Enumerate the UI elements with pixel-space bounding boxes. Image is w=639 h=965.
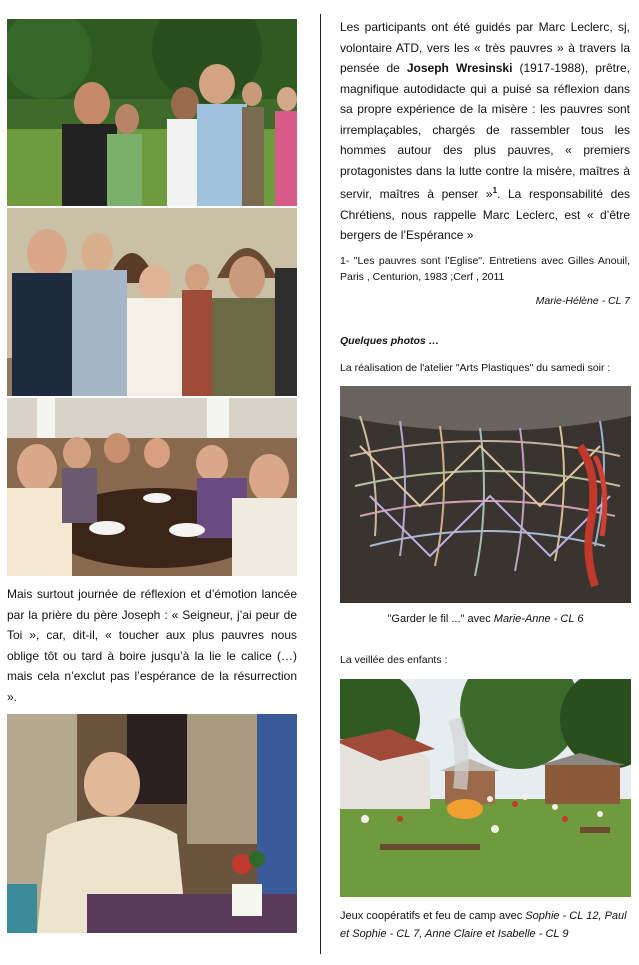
intro-text-3: . La responsabilité des Chrétiens, nous rappelle Marc Leclerc, est « d’être bergers de l’Espérance » [340,187,630,242]
footnote-text: 1- "Les pauvres sont l’Eglise". Entretiens avec Gilles Anouil, Paris , Centurion, 1983 ;Cerf , 2011 [340,255,630,283]
intro-text-2: (1917-1988), prêtre, magnifique autodidacte qui a puisé sa réflexion dans sa propre expérience de la misère : les pauvres sont irremplaçables, chargés de rassembler tous les hommes autour des plus pauvres, « premiers protagonistes dans la lutte contre la misère, maîtres à servir, maîtres à penser » [340,61,630,201]
photo-group-indoors [7,208,297,396]
bottom-caption-names: Sophie - CL 12, Paul et Sophie - CL 7, Anne Claire et Isabelle - CL 9 [340,910,627,940]
photo-group-outdoors [7,19,297,206]
photos-heading-text: Quelques photos … [340,335,440,347]
veillee-heading-text: La veillée des enfants : [340,654,448,666]
photo-campfire [340,679,631,897]
left-paragraph [7,584,297,707]
footnote-ref: 1 [492,186,498,195]
artwork-caption-author: Marie-Anne - CL 6 [493,613,584,625]
intro-name: Joseph Wresinski [406,61,513,75]
photo-speaker [7,714,297,933]
column-divider [320,14,321,954]
left-paragraph-text: Mais surtout journée de réflexion et d’émotion lancée par la prière du père Joseph : « Seigneur, j’ai peur de Toi », car, dit-il, « toucher aux plus pauvres nous oblige tôt ou tard à boire jusqu’à la lie le calice (…) mais cela n’exclut pas l’espérance de la résurrection ». [7,587,297,704]
signature-text: Marie-Hélène - CL 7 [535,295,630,307]
bottom-caption-text: Jeux coopératifs et feu de camp avec [340,910,526,922]
artwork-caption [340,611,631,627]
bottom-caption [340,907,631,943]
photos-heading [340,333,630,349]
veillee-heading [340,652,630,668]
footnote [340,253,630,285]
photo-string-artwork [340,386,631,603]
intro-paragraph [340,17,630,246]
atelier-caption-text: La réalisation de l'atelier "Arts Plastiques" du samedi soir : [340,362,611,374]
intro-text-1: Les participants ont été guidés par Marc Leclerc, sj, volontaire ATD, vers les « très pauvres » à travers la pensée de [340,20,630,75]
atelier-caption [340,360,630,376]
photo-dinner-table [7,398,297,576]
artwork-caption-title: "Garder le fil ..." avec [387,613,494,625]
signature [340,293,630,309]
